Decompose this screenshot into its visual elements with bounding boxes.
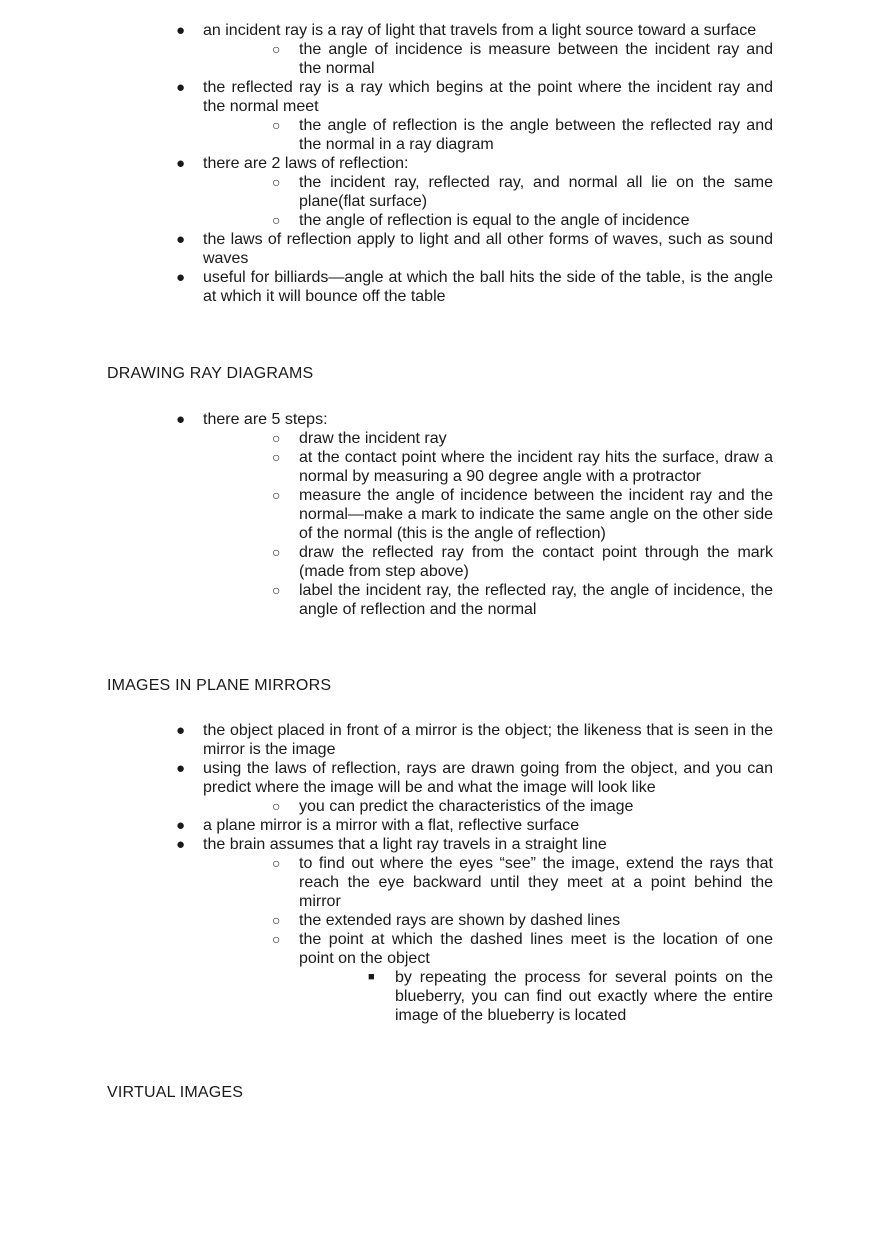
list-item-text: the brain assumes that a light ray travels in a straight line	[203, 836, 607, 853]
list-item	[272, 543, 773, 581]
list-item-text: by repeating the process for several points on the blueberry, you can find out exactly where the entire image of the blueberry is located	[395, 969, 773, 1024]
list-item	[176, 721, 773, 759]
list-item	[272, 797, 773, 816]
hollow-bullet-icon: ○	[272, 174, 281, 190]
list-item	[272, 911, 773, 930]
list-item	[368, 968, 773, 1025]
filled-bullet-icon: ●	[176, 22, 186, 39]
list-item-text: at the contact point where the incident ray hits the surface, draw a normal by measuring a 90 degree angle with a protractor	[299, 449, 773, 485]
list-item	[176, 21, 773, 40]
list-item-text: measure the angle of incidence between the incident ray and the normal—make a mark to indicate the same angle on the other side of the normal (this is the angle of reflection)	[299, 487, 773, 542]
hollow-bullet-icon: ○	[272, 449, 281, 465]
list-item-text: the object placed in front of a mirror is the object; the likeness that is seen in the mirror is the image	[203, 722, 773, 758]
list-item	[272, 211, 773, 230]
hollow-bullet-icon: ○	[272, 212, 281, 228]
list-item	[176, 78, 773, 116]
list-item-text: the angle of incidence is measure between the incident ray and the normal	[299, 41, 773, 77]
list-item-text: you can predict the characteristics of the image	[299, 798, 634, 815]
list-item-text: useful for billiards—angle at which the ball hits the side of the table, is the angle at which it will bounce off the table	[203, 269, 773, 305]
list-item-text: there are 2 laws of reflection:	[203, 155, 409, 172]
ray-diagram-steps-list	[0, 410, 880, 619]
hollow-bullet-icon: ○	[272, 931, 281, 947]
list-item-text: the reflected ray is a ray which begins at the point where the incident ray and the normal meet	[203, 79, 773, 115]
filled-bullet-icon: ●	[176, 760, 186, 777]
list-item-text: the laws of reflection apply to light and all other forms of waves, such as sound waves	[203, 231, 773, 267]
list-item	[176, 268, 773, 306]
list-item-text: an incident ray is a ray of light that travels from a light source toward a surface	[203, 22, 757, 39]
list-item-text: label the incident ray, the reflected ray, the angle of incidence, the angle of reflection and the normal	[299, 582, 773, 618]
square-bullet-icon: ■	[368, 971, 375, 983]
list-item	[272, 116, 773, 154]
hollow-bullet-icon: ○	[272, 41, 281, 57]
list-item	[176, 816, 773, 835]
list-item-text: draw the incident ray	[299, 430, 447, 447]
plane-mirror-notes-list	[0, 721, 880, 1025]
hollow-bullet-icon: ○	[272, 117, 281, 133]
hollow-bullet-icon: ○	[272, 430, 281, 446]
filled-bullet-icon: ●	[176, 231, 186, 248]
section-heading-plane-mirrors: IMAGES IN PLANE MIRRORS	[107, 677, 332, 694]
hollow-bullet-icon: ○	[272, 912, 281, 928]
hollow-bullet-icon: ○	[272, 544, 281, 560]
list-item-text: using the laws of reflection, rays are drawn going from the object, and you can predict where the image will be and what the image will look like	[203, 760, 773, 796]
list-item	[272, 930, 773, 968]
filled-bullet-icon: ●	[176, 155, 186, 172]
section-heading-virtual-images: VIRTUAL IMAGES	[107, 1084, 244, 1101]
list-item-text: the angle of reflection is the angle between the reflected ray and the normal in a ray diagram	[299, 117, 773, 153]
reflection-notes-list	[0, 21, 880, 306]
filled-bullet-icon: ●	[176, 836, 186, 853]
list-item-text: the extended rays are shown by dashed lines	[299, 912, 621, 929]
filled-bullet-icon: ●	[176, 722, 186, 739]
filled-bullet-icon: ●	[176, 269, 186, 286]
list-item	[272, 486, 773, 543]
hollow-bullet-icon: ○	[272, 798, 281, 814]
list-item	[272, 448, 773, 486]
filled-bullet-icon: ●	[176, 411, 186, 428]
list-item	[176, 835, 773, 854]
hollow-bullet-icon: ○	[272, 487, 281, 503]
list-item-text: the point at which the dashed lines meet is the location of one point on the object	[299, 931, 773, 967]
list-item	[272, 581, 773, 619]
list-item-text: there are 5 steps:	[203, 411, 328, 428]
list-item	[176, 410, 773, 429]
list-item	[176, 154, 773, 173]
hollow-bullet-icon: ○	[272, 855, 281, 871]
list-item	[176, 230, 773, 268]
list-item-text: a plane mirror is a mirror with a flat, reflective surface	[203, 817, 580, 834]
list-item-text: the incident ray, reflected ray, and normal all lie on the same plane(flat surface)	[299, 174, 773, 210]
section-heading-ray-diagrams: DRAWING RAY DIAGRAMS	[107, 365, 314, 382]
list-item-text: draw the reflected ray from the contact point through the mark (made from step above)	[299, 544, 773, 580]
list-item	[272, 429, 773, 448]
hollow-bullet-icon: ○	[272, 582, 281, 598]
list-item-text: the angle of reflection is equal to the angle of incidence	[299, 212, 690, 229]
list-item	[272, 40, 773, 78]
filled-bullet-icon: ●	[176, 79, 186, 96]
filled-bullet-icon: ●	[176, 817, 186, 834]
list-item-text: to find out where the eyes “see” the image, extend the rays that reach the eye backward until they meet at a point behind the mirror	[299, 855, 773, 910]
list-item	[272, 173, 773, 211]
list-item	[272, 854, 773, 911]
list-item	[176, 759, 773, 797]
